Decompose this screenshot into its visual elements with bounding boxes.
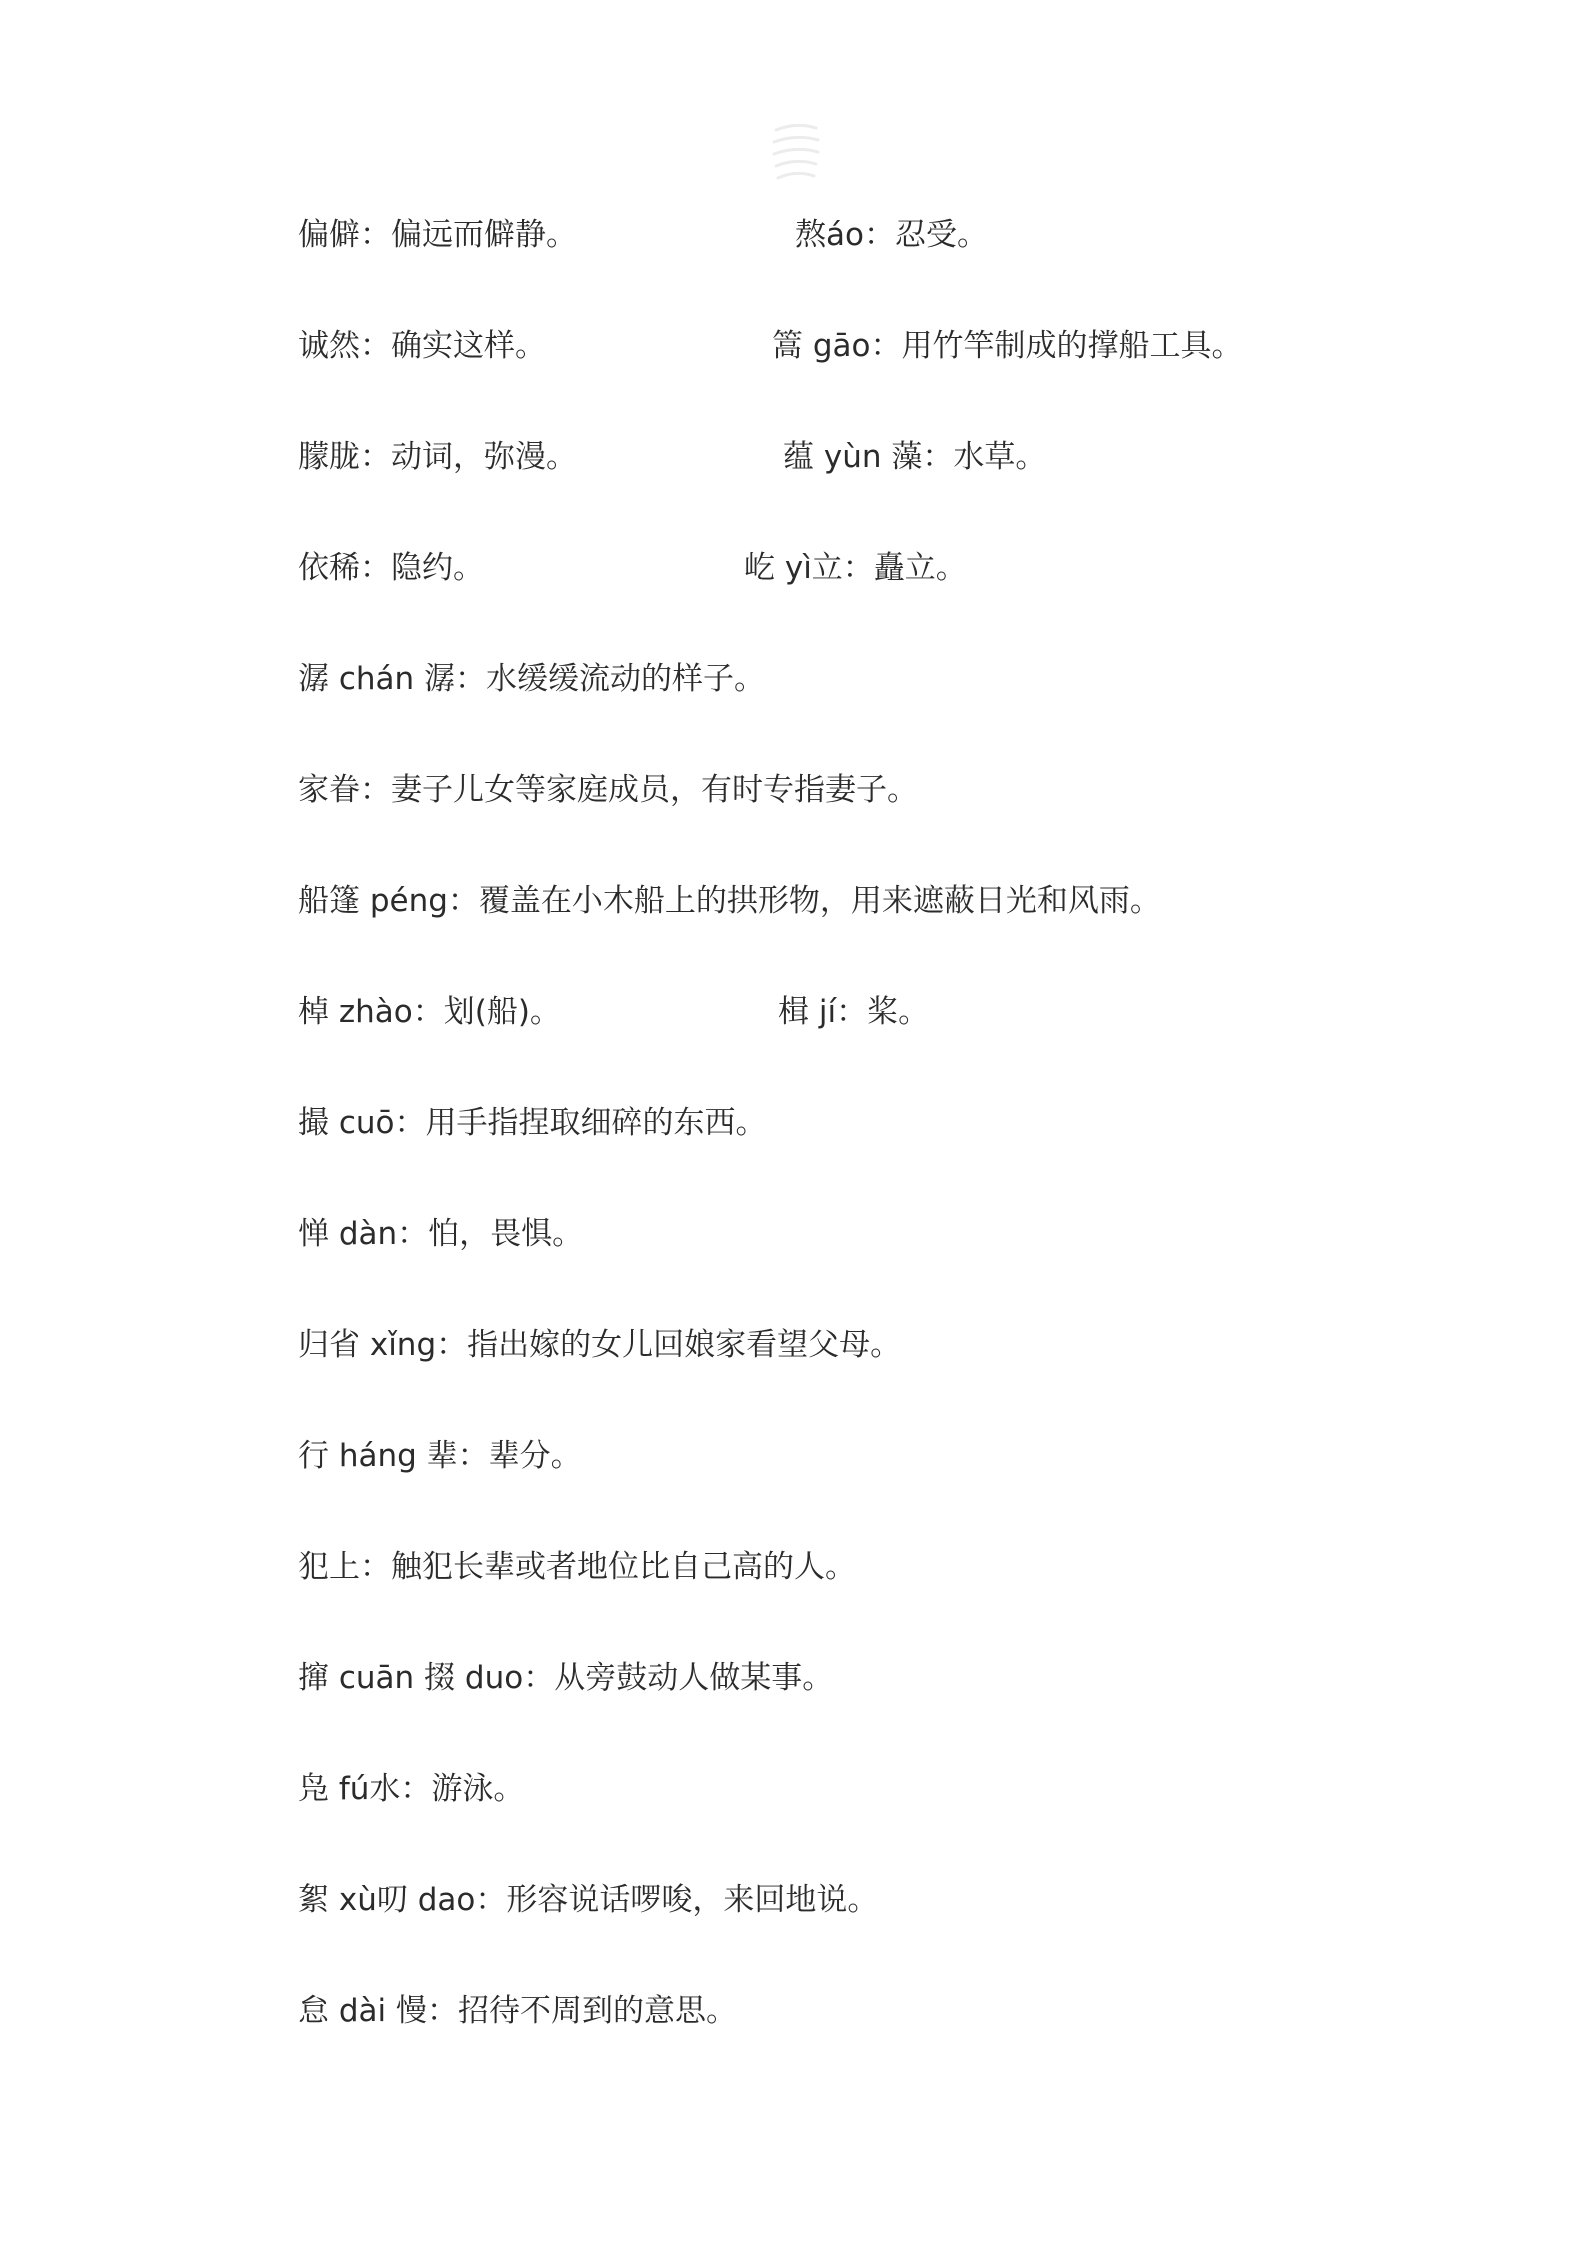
list-item: [298, 652, 1438, 763]
vocabulary-list: [298, 208, 1438, 2095]
list-item: [298, 1318, 1438, 1429]
list-item: [298, 1540, 1438, 1651]
vocab-entry: 絮 xù叨 dao：形容说话啰唆，来回地说。: [298, 1882, 879, 1918]
watermark-icon: [768, 118, 824, 190]
vocab-entry: 船篷 péng：覆盖在小木船上的拱形物，用来遮蔽日光和风雨。: [298, 883, 1161, 919]
list-item: [298, 1873, 1438, 1984]
vocab-entry: 楫 jí：桨。: [778, 994, 930, 1030]
vocab-entry: 篙 gāo：用竹竿制成的撑船工具。: [772, 328, 1243, 364]
vocab-entry: 凫 fú水：游泳。: [298, 1771, 525, 1807]
vocab-entry: 行 háng 辈：辈分。: [298, 1438, 582, 1474]
vocab-entry: 犯上：触犯长辈或者地位比自己高的人。: [298, 1549, 856, 1585]
list-item: [298, 763, 1438, 874]
vocab-entry: 朦胧：动词，弥漫。: [298, 439, 577, 475]
vocab-entry: 偏僻：偏远而僻静。: [298, 217, 577, 253]
vocab-entry: 归省 xǐng：指出嫁的女儿回娘家看望父母。: [298, 1327, 902, 1363]
list-item: [298, 1207, 1438, 1318]
vocab-entry: 潺 chán 潺：水缓缓流动的样子。: [298, 661, 766, 697]
list-item: [298, 1984, 1438, 2095]
vocab-entry: 蕴 yùn 藻：水草。: [783, 439, 1047, 475]
list-item: [298, 1651, 1438, 1762]
vocab-entry: 家眷：妻子儿女等家庭成员，有时专指妻子。: [298, 772, 918, 808]
list-item: [298, 541, 1438, 652]
vocab-entry: 撮 cuō：用手指捏取细碎的东西。: [298, 1105, 767, 1141]
list-item: [298, 430, 1438, 541]
vocab-entry: 依稀：隐约。: [298, 550, 484, 586]
vocab-entry: 惮 dàn：怕，畏惧。: [298, 1216, 584, 1252]
list-item: [298, 319, 1438, 430]
list-item: [298, 208, 1438, 319]
list-item: [298, 1762, 1438, 1873]
vocab-entry: 熬áo：忍受。: [795, 217, 988, 253]
vocab-entry: 屹 yì立：矗立。: [744, 550, 967, 586]
vocab-entry: 棹 zhào：划(船)。: [298, 994, 561, 1030]
list-item: [298, 1429, 1438, 1540]
list-item: [298, 1096, 1438, 1207]
vocab-entry: 撺 cuān 掇 duo：从旁鼓动人做某事。: [298, 1660, 834, 1696]
vocab-entry: 诚然：确实这样。: [298, 328, 546, 364]
vocab-entry: 怠 dài 慢：招待不周到的意思。: [298, 1993, 737, 2029]
list-item: [298, 985, 1438, 1096]
list-item: [298, 874, 1438, 985]
